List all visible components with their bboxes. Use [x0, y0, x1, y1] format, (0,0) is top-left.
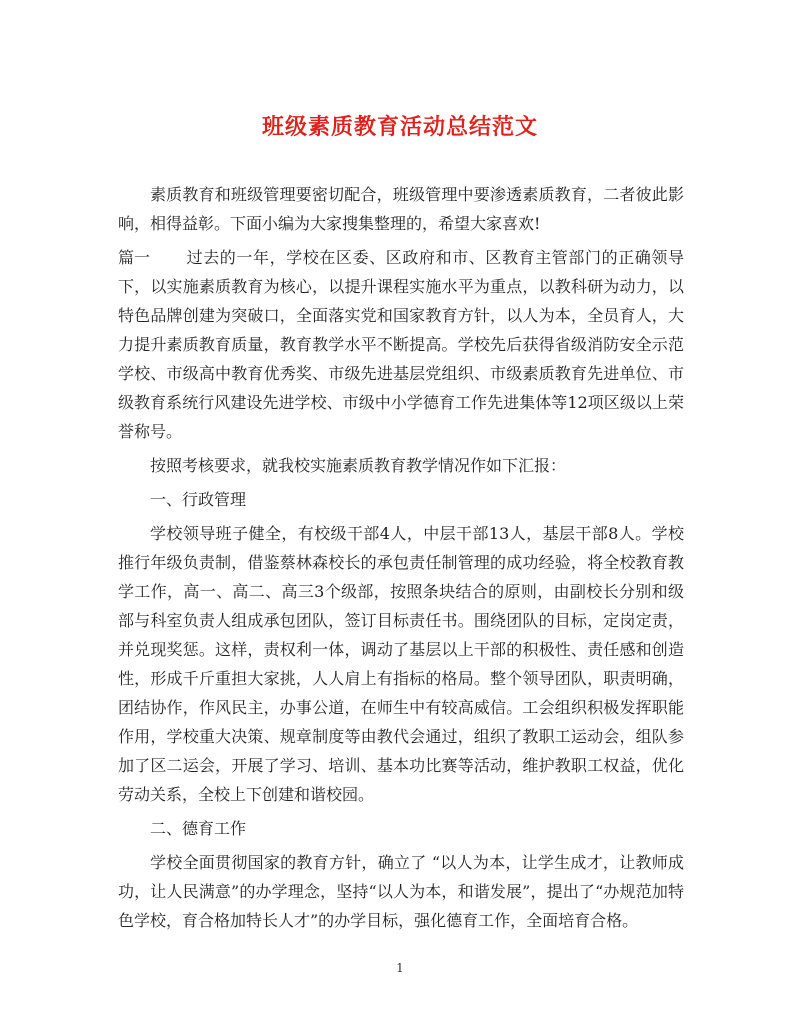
document-body: [118, 180, 684, 940]
heading-administration: 一、行政管理: [150, 490, 247, 509]
heading-moral-education: 二、德育工作: [150, 819, 247, 838]
moral-education-paragraph: 学校全面贯彻国家的教育方针，确立了 “以人为本，让学生成才，让教师成功，让人民满意”的办学理念，坚持“以人为本，和谐发展”，提出了“办规范加特色学校，育合格加特长人才”的办学目标，强化德育工作，全面培育合格。: [118, 853, 684, 930]
section-one-text: 过去的一年，学校在区委、区政府和市、区教育主管部门的正确领导下，以实施素质教育为核心，以提升课程实施水平为重点，以教科研为动力，以特色品牌创建为突破口，全面落实党和国家教育方针，以人为本，全员育人，大力提升素质教育质量，教育教学水平不断提高。学校先后获得省级消防安全示范学校、市级高中教育优秀奖、市级先进基层党组织、市级素质教育先进单位、市级教育系统行风建设先进学校、市级中小学德育工作先进集体等12项区级以上荣誉称号。: [118, 248, 684, 441]
section-lead-label: 篇一: [118, 248, 151, 267]
administration-paragraph: 学校领导班子健全，有校级干部4人，中层干部13人，基层干部8人。学校推行年级负责制，借鉴蔡林森校长的承包责任制管理的成功经验，将全校教育教学工作，高一、高二、高三3个级部，按照条块结合的原则，由副校长分别和级部与科室负责人组成承包团队，签订目标责任书。围绕团队的目标，定岗定责，并兑现奖惩。这样，责权利一体，调动了基层以上干部的积极性、责任感和创造性，形成千斤重担大家挑，人人肩上有指标的格局。整个领导团队，职责明确，团结协作，作风民主，办事公道，在师生中有较高威信。工会组织积极发挥职能作用，学校重大决策、规章制度等由教代会通过，组织了教职工运动会，组队参加了区二运会，开展了学习、培训、基本功比赛等活动，维护教职工权益，优化劳动关系，全校上下创建和谐校园。: [118, 524, 684, 804]
page-number: 1: [396, 961, 404, 975]
report-intro-paragraph: 按照考核要求，就我校实施素质教育教学情况作如下汇报：: [150, 456, 567, 475]
intro-paragraph: 素质教育和班级管理要密切配合，班级管理中要渗透素质教育，二者彼此影响，相得益彰。下面小编为大家搜集整理的，希望大家喜欢!: [118, 185, 684, 233]
document-title: 班级素质教育活动总结范文: [261, 114, 538, 140]
section-one-paragraph: [118, 243, 684, 446]
